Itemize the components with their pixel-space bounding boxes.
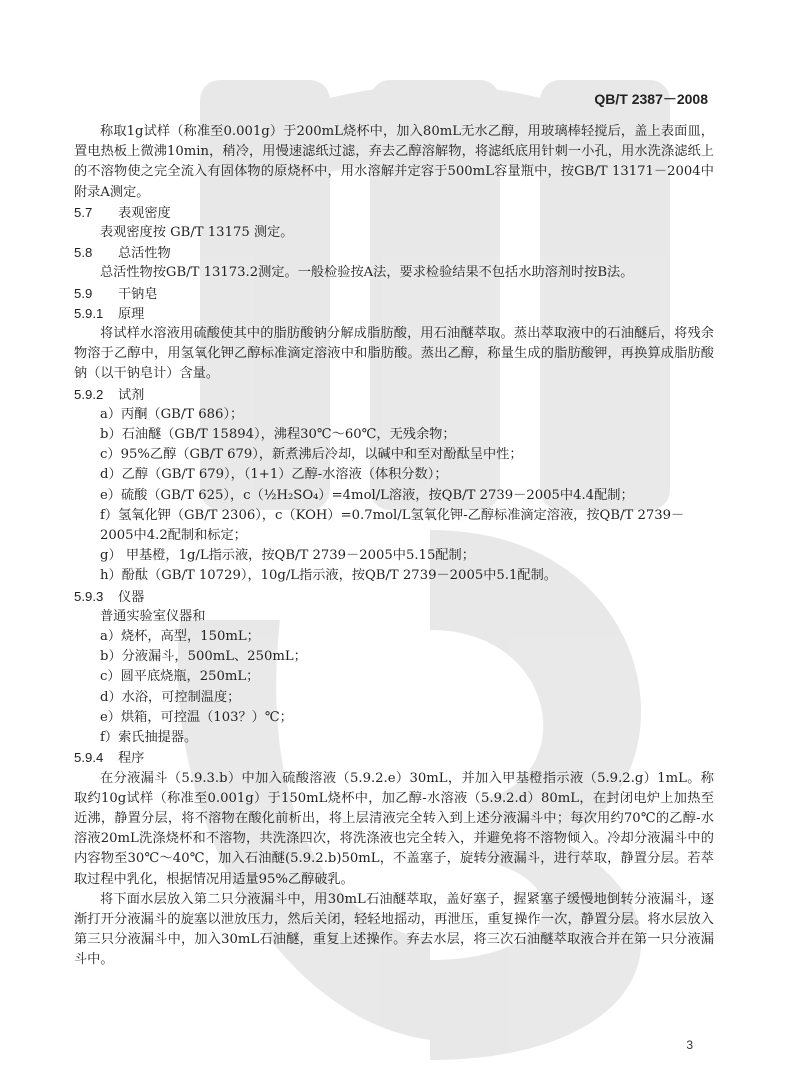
section-title: 原理 [118, 305, 145, 321]
section-title: 试剂 [118, 386, 145, 402]
section-heading [74, 587, 714, 607]
list-item: e）烘箱，可控温（103？）℃； [100, 709, 293, 725]
list-item: e）硫酸（GB/T 625），c（½H₂SO₄）=4mol/L溶液，按QB/T 2739－2005中4.4配制； [100, 487, 634, 503]
list-item: f）索氏抽提器。 [100, 730, 198, 746]
paragraph: 表观密度按 GB/T 13175 测定。 [100, 225, 294, 241]
paragraph: 将试样水溶液用硫酸使其中的脂肪酸钠分解成脂肪酸，用石油醚萃取。蒸出萃取液中的石油醚后，将残余物溶于乙醇中，用氢氧化钾乙醇标准滴定溶液中和脂肪酸。蒸出乙醇，称量生成的脂肪酸钾，再换算成脂肪酸钠（以干钠皂计）含量。 [74, 326, 714, 382]
section-heading [74, 203, 714, 223]
section-number: 5.9 [74, 285, 93, 301]
list-item: d）水浴，可控制温度； [100, 689, 241, 705]
section-title: 表观密度 [118, 204, 171, 220]
list-item: 普通实验室仪器和 [100, 608, 206, 624]
list-item: g） 甲基橙，1g/L指示液，按QB/T 2739－2005中5.15配制； [100, 548, 475, 564]
list-item: b）石油醚（GB/T 15894），沸程30℃～60℃，无残余物； [100, 427, 456, 443]
document-body [74, 122, 714, 971]
section-heading [74, 304, 714, 324]
list-item: a）丙酮（GB/T 686）； [100, 406, 244, 422]
paragraph: 将下面水层放入第二只分液漏斗中，用30mL石油醚萃取，盖好塞子，握紧塞子缓慢地倒转分液漏斗，逐渐打开分液漏斗的旋塞以泄放压力，然后关闭，轻轻地摇动，再泄压，重复操作一次，静置分层。将水层放入第三只分液漏斗中，加入30mL石油醚，重复上述操作。弃去水层，将三次石油醚萃取液合并在第一只分液漏斗中。 [74, 891, 714, 968]
section-heading [74, 748, 714, 768]
section-number: 5.9.4 [74, 750, 104, 766]
standard-code: QB/T 2387－2008 [594, 91, 708, 107]
list-item: c）圆平底烧瓶，250mL； [100, 669, 260, 685]
paragraph: 总活性物按GB/T 13173.2测定。一般检验按A法，要求检验结果不包括水助溶剂时按B法。 [100, 265, 634, 281]
paragraph: 在分液漏斗（5.9.3.b）中加入硫酸溶液（5.9.2.e）30mL，并加入甲基橙指示液（5.9.2.g）1mL。称取约10g试样（称准至0.001g）于150mL烧杯中，加乙醇-水溶液（5.9.2.d）80mL，在封闭电炉上加热至近沸，静置分层，将不溶物在酸化前析出，将上层清液完全转入到上述分液漏斗中；每次用约70℃的乙醇-水溶液20mL洗涤烧杯和不溶物，共洗涤四次，将洗涤液也完全转入，并避免将不溶物倾入。冷却分液漏斗中的内容物至30℃～40℃，加入石油醚(5.9.2.b)50mL，不盖塞子，旋转分液漏斗，进行萃取，静置分层。若萃取过程中乳化，根据情况用适量95%乙醇破乳。 [74, 770, 714, 887]
section-title: 程序 [118, 750, 145, 766]
section-heading [74, 385, 714, 405]
list-item: b）分液漏斗，500mL、250mL； [100, 649, 307, 665]
section-number: 5.8 [74, 245, 93, 261]
section-number: 5.9.3 [74, 588, 104, 604]
section-heading [74, 243, 714, 263]
list-item: f）氢氧化钾（GB/T 2306），c（KOH）=0.7mol/L氢氧化钾-乙醇标准滴定溶液，按QB/T 2739－2005中4.2配制和标定； [100, 507, 685, 544]
section-heading [74, 284, 714, 304]
section-title: 仪器 [118, 588, 145, 604]
section-number: 5.9.1 [74, 305, 104, 321]
section-title: 干钠皂 [118, 285, 158, 301]
list-item: a）烧杯，高型，150mL； [100, 629, 260, 645]
section-number: 5.7 [74, 204, 93, 220]
list-item: h）酚酞（GB/T 10729），10g/L指示液，按QB/T 2739－2005中5.1配制。 [100, 568, 557, 584]
paragraph: 称取1g试样（称准至0.001g）于200mL烧杯中，加入80mL无水乙醇，用玻璃棒轻搅后，盖上表面皿，置电热板上微沸10min，稍冷，用慢速滤纸过滤，弃去乙醇溶解物，将滤纸底用针刺一小孔，用水洗涤滤纸上的不溶物使之完全流入有固体物的原烧杯中，用水溶解并定容于500mL容量瓶中，按GB/T 13171－2004中附录A测定。 [74, 124, 714, 200]
section-title: 总活性物 [118, 245, 171, 261]
page-number: 3 [686, 1038, 693, 1052]
list-item: d）乙醇（GB/T 679），（1+1）乙醇-水溶液（体积分数）； [100, 467, 448, 483]
list-item: c）95%乙醇（GB/T 679），新煮沸后冷却，以碱中和至对酚酞呈中性； [100, 447, 523, 463]
section-number: 5.9.2 [74, 386, 104, 402]
